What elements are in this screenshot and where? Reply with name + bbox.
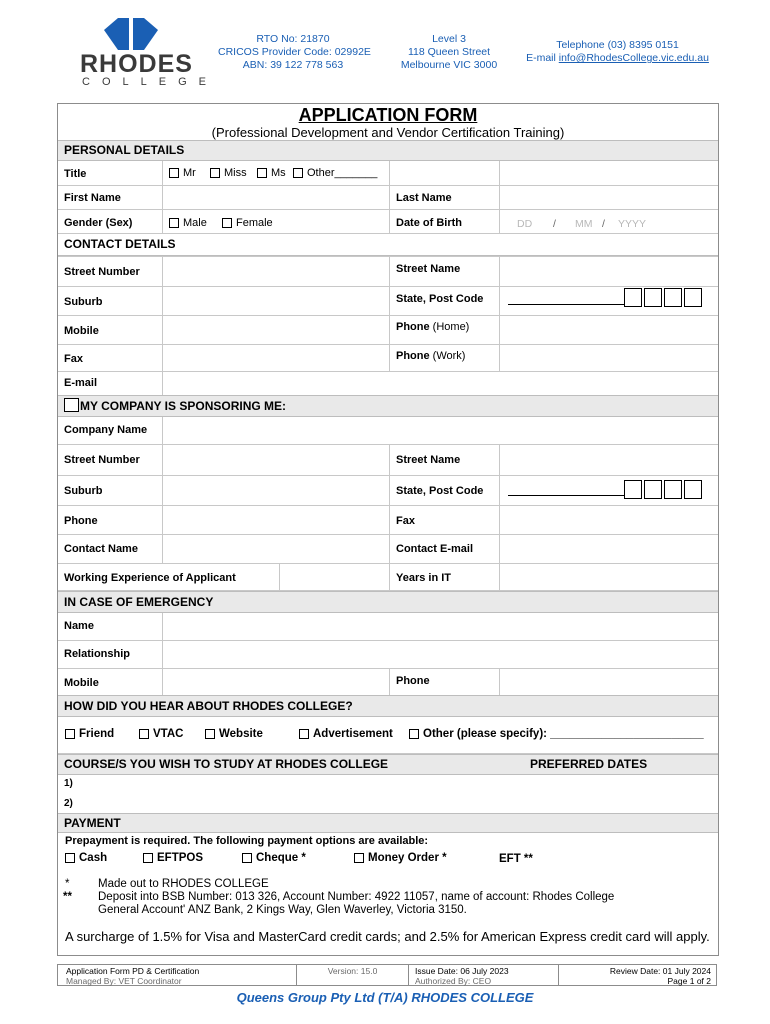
header-registration	[218, 33, 371, 72]
note1-text: Made out to RHODES COLLEGE	[98, 878, 269, 890]
company-sponsor-label: MY COMPANY IS SPONSORING ME:	[80, 399, 287, 413]
title-row	[58, 161, 718, 186]
emergency-mobile-label: Mobile	[64, 677, 99, 689]
contact-suburb-label: Suburb	[64, 296, 103, 308]
emergency-phone-label: Phone	[396, 675, 430, 687]
emergency-relationship-label: Relationship	[64, 648, 131, 660]
company-fax-field[interactable]	[499, 506, 500, 534]
gender-dob-row	[58, 210, 718, 234]
courses-heading-label: COURSE/S YOU WISH TO STUDY AT RHODES COLLEGE	[64, 757, 389, 771]
email-line	[520, 52, 715, 65]
footer-form-info	[58, 965, 296, 985]
hear-options-row	[58, 717, 718, 754]
contact-email-label: E-mail	[64, 377, 98, 389]
pay-cheque-checkbox[interactable]: Cheque *	[242, 852, 306, 864]
company-phone-row	[58, 506, 718, 535]
footer-version: Version: 15.0	[296, 965, 408, 985]
note2-text-a: Deposit into BSB Number: 013 326, Account Number: 4922 11057, name of account: Rhodes College	[98, 891, 615, 903]
address-level: Level 3	[432, 33, 466, 45]
experience-field[interactable]	[279, 564, 280, 590]
contact-state-field[interactable]	[508, 304, 624, 305]
contact-email-row	[58, 372, 718, 396]
application-form	[57, 103, 719, 956]
pay-eft-label: EFT **	[499, 853, 533, 865]
dob-sep-2: /	[602, 218, 605, 230]
dob-label: Date of Birth	[396, 217, 462, 229]
company-name-label: Company Name	[64, 424, 148, 436]
contact-phone-work-field[interactable]	[499, 345, 500, 371]
emergency-mobile-field[interactable]	[162, 669, 163, 696]
contact-phone-home-label: Phone (Home)	[396, 321, 470, 333]
hear-advertisement-checkbox[interactable]: Advertisement	[299, 728, 393, 740]
hear-other-checkbox[interactable]: Other (please specify): ________________________	[409, 728, 704, 740]
company-street-name-label: Street Name	[396, 454, 461, 466]
form-subtitle: (Professional Development and Vendor Certification Training)	[211, 125, 565, 140]
contact-state-postcode-label: State, Post Code	[396, 293, 484, 305]
rhodes-college-logo	[80, 18, 218, 88]
company-postcode-box-4[interactable]	[684, 480, 702, 499]
emergency-phone-field[interactable]	[499, 669, 500, 696]
company-street-row	[58, 445, 718, 476]
emergency-name-label: Name	[64, 620, 94, 632]
preferred-dates-heading: PREFERRED DATES	[530, 757, 648, 771]
header-address	[398, 33, 500, 72]
footer-issue-date: Issue Date: 06 July 2023	[415, 966, 509, 976]
company-street-number-field[interactable]	[162, 445, 163, 475]
contact-postcode-box-2[interactable]	[644, 288, 662, 307]
email-link[interactable]: info@RhodesCollege.vic.edu.au	[558, 52, 709, 64]
course-line-2[interactable]	[58, 795, 718, 812]
contact-fax-label: Fax	[64, 353, 83, 365]
contact-details-heading: CONTACT DETAILS	[58, 234, 718, 256]
course-line-1-label: 1)	[64, 778, 73, 789]
telephone: Telephone (03) 8395 0151	[556, 39, 679, 51]
course-line-2-label: 2)	[64, 798, 73, 809]
contact-fax-field[interactable]	[162, 345, 163, 371]
payment-heading: PAYMENT	[58, 813, 718, 833]
rto-number: RTO No: 21870	[256, 33, 330, 45]
courses-heading	[58, 754, 718, 775]
company-state-postcode-label: State, Post Code	[396, 485, 484, 497]
company-postcode-box-2[interactable]	[644, 480, 662, 499]
contact-phone-work-label: Phone (Work)	[396, 350, 466, 362]
gender-label: Gender (Sex)	[64, 217, 133, 229]
dob-mm: MM	[575, 218, 593, 230]
company-street-name-field[interactable]	[499, 445, 500, 475]
address-street: 118 Queen Street	[407, 46, 491, 58]
footer-review-info	[558, 965, 716, 985]
years-it-label: Years in IT	[396, 572, 452, 584]
emergency-relationship-row	[58, 641, 718, 669]
company-sponsor-heading	[58, 395, 718, 417]
dob-yyyy: YYYY	[618, 218, 647, 230]
title-mr-checkbox[interactable]: Mr	[169, 167, 196, 179]
title-label: Title	[64, 168, 87, 180]
company-suburb-row	[58, 476, 718, 506]
contact-mobile-row	[58, 316, 718, 345]
contact-email-field-company[interactable]	[499, 535, 500, 563]
contact-street-row	[58, 256, 718, 287]
note2-text-b: General Account' ANZ Bank, 2 Kings Way, Glen Waverley, Victoria 3150.	[98, 904, 467, 916]
contact-fax-row	[58, 345, 718, 372]
contact-street-name-label: Street Name	[396, 263, 461, 275]
company-suburb-label: Suburb	[64, 485, 103, 497]
dob-sep-1: /	[553, 218, 556, 230]
contact-email-label-company: Contact E-mail	[396, 543, 474, 555]
contact-street-number-field[interactable]	[162, 257, 163, 286]
emergency-mobile-row	[58, 669, 718, 696]
note2-mark: **	[63, 891, 72, 903]
name-row	[58, 186, 718, 210]
pay-eftpos-checkbox[interactable]: EFTPOS	[143, 852, 203, 864]
emergency-name-row	[58, 613, 718, 641]
footer-company-name: Queens Group Pty Ltd (T/A) RHODES COLLEGE	[236, 990, 534, 1005]
rhodes-logo-icon	[104, 18, 158, 50]
dob-dd: DD	[517, 218, 533, 230]
emergency-name-field[interactable]	[162, 613, 163, 640]
company-fax-label: Fax	[396, 515, 415, 527]
title-other-checkbox[interactable]: Other_______	[293, 167, 377, 179]
title-ms-checkbox[interactable]: Ms	[257, 167, 286, 179]
contact-suburb-row	[58, 287, 718, 316]
logo-wordmark: RHODES	[80, 50, 193, 78]
experience-label: Working Experience of Applicant	[64, 572, 236, 584]
cricos-code: CRICOS Provider Code: 02992E	[218, 46, 371, 58]
company-phone-field[interactable]	[162, 506, 163, 534]
pay-cash-checkbox[interactable]: Cash	[65, 852, 107, 864]
email-label: E-mail	[526, 52, 559, 64]
company-contact-row	[58, 535, 718, 564]
footer-review-date: Review Date: 01 July 2024	[609, 966, 711, 976]
surcharge-note: A surcharge of 1.5% for Visa and MasterCard credit cards; and 2.5% for American Express credit card will apply.	[65, 929, 710, 944]
hear-friend-checkbox[interactable]: Friend	[65, 728, 114, 740]
address-city: Melbourne VIC 3000	[400, 59, 498, 71]
hear-website-checkbox[interactable]: Website	[205, 728, 263, 740]
emergency-relationship-field[interactable]	[162, 641, 163, 668]
last-name-label: Last Name	[396, 192, 452, 204]
footer-authorized: Authorized By: CEO	[415, 976, 492, 986]
last-name-field[interactable]	[499, 186, 500, 209]
hear-vtac-checkbox[interactable]: VTAC	[139, 728, 183, 740]
payment-intro: Prepayment is required. The following payment options are available:	[65, 835, 429, 847]
contact-postcode-box-3[interactable]	[664, 288, 682, 307]
company-phone-label: Phone	[64, 515, 98, 527]
contact-street-number-label: Street Number	[64, 266, 140, 278]
contact-mobile-field[interactable]	[162, 316, 163, 344]
personal-details-heading: PERSONAL DETAILS	[58, 140, 718, 161]
gender-male-checkbox[interactable]: Male	[169, 217, 207, 229]
pay-money-order-checkbox[interactable]: Money Order *	[354, 852, 447, 864]
footer-issue-info	[408, 965, 558, 985]
contact-email-field[interactable]	[162, 372, 163, 396]
company-postcode-box-3[interactable]	[664, 480, 682, 499]
footer-page: Page 1 of 2	[667, 976, 711, 986]
footer-managed-by: Managed By: VET Coordinator	[66, 976, 182, 986]
company-name-field[interactable]	[162, 417, 163, 444]
company-name-row	[58, 417, 718, 445]
company-postcode-box-1[interactable]	[624, 480, 642, 499]
years-it-field[interactable]	[499, 564, 500, 590]
form-title: APPLICATION FORM	[298, 105, 478, 125]
first-name-label: First Name	[64, 192, 121, 204]
emergency-heading: IN CASE OF EMERGENCY	[58, 591, 718, 613]
contact-name-label: Contact Name	[64, 543, 138, 555]
course-line-1[interactable]	[58, 775, 718, 795]
company-suburb-field[interactable]	[162, 476, 163, 505]
abn-number: ABN: 39 122 778 563	[242, 59, 344, 71]
document-footer-table	[57, 964, 717, 986]
title-miss-checkbox[interactable]: Miss	[210, 167, 247, 179]
company-street-number-label: Street Number	[64, 454, 140, 466]
contact-phone-home-field[interactable]	[499, 316, 500, 344]
gender-female-checkbox[interactable]: Female	[222, 217, 273, 229]
first-name-field[interactable]	[162, 186, 163, 209]
contact-postcode-box-1[interactable]	[624, 288, 642, 307]
note1-mark: *	[65, 878, 70, 890]
contact-suburb-field[interactable]	[162, 287, 163, 315]
header-contact	[520, 39, 715, 65]
logo-subtitle: COLLEGE	[82, 76, 218, 88]
hear-heading: HOW DID YOU HEAR ABOUT RHODES COLLEGE?	[58, 695, 718, 717]
contact-name-field[interactable]	[162, 535, 163, 563]
contact-street-name-field[interactable]	[499, 257, 500, 286]
company-state-field[interactable]	[508, 495, 624, 496]
contact-mobile-label: Mobile	[64, 325, 99, 337]
footer-form-name: Application Form PD & Certification	[66, 966, 200, 976]
experience-row	[58, 564, 718, 591]
company-sponsor-checkbox[interactable]	[64, 398, 79, 412]
dob-field[interactable]	[499, 210, 500, 233]
title-extra-field[interactable]	[499, 161, 500, 185]
contact-postcode-box-4[interactable]	[684, 288, 702, 307]
